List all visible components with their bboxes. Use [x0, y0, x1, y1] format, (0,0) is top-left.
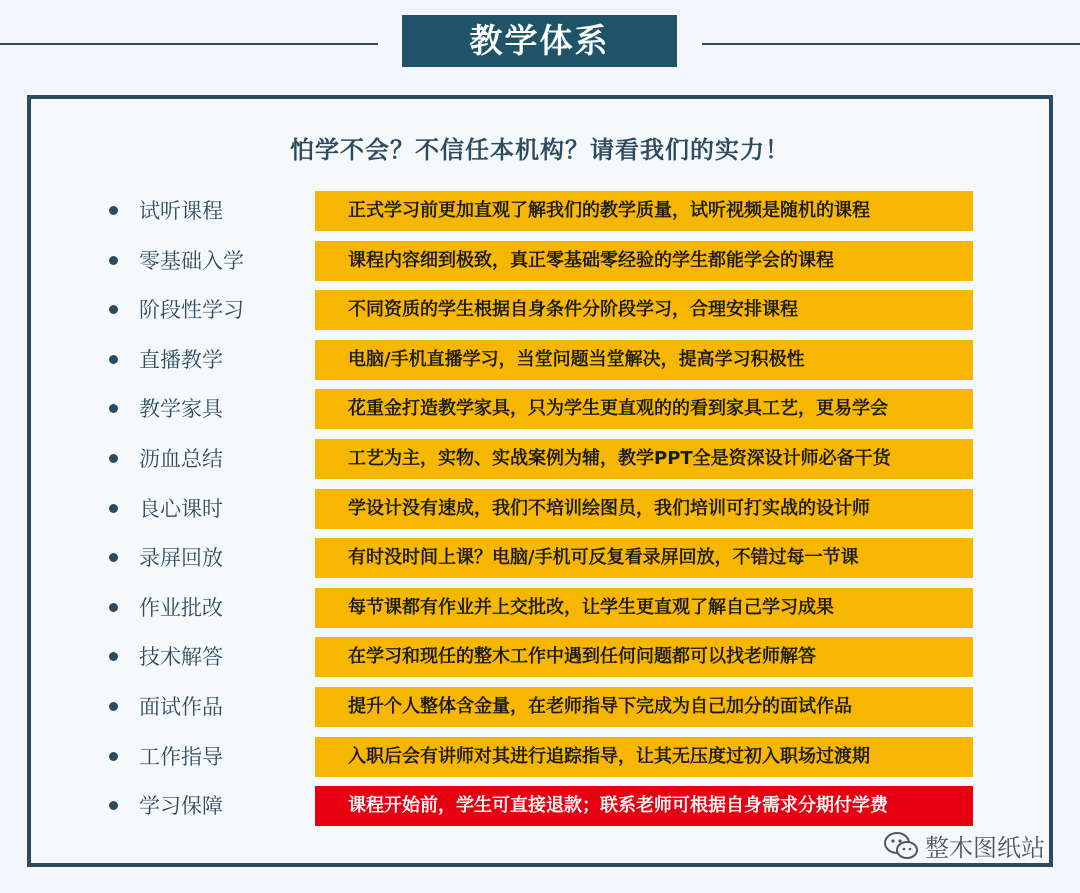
bullet-icon [109, 404, 118, 413]
list-item [0, 241, 1080, 281]
item-label: 教学家具 [139, 397, 223, 421]
item-label: 学习保障 [139, 794, 223, 818]
item-description: 课程开始前，学生可直接退款；联系老师可根据自身需求分期付学费 [315, 786, 973, 826]
bullet-icon [109, 801, 118, 810]
bullet-icon [109, 752, 118, 761]
list-item [0, 687, 1080, 727]
item-label: 试听课程 [139, 199, 223, 223]
watermark-text: 整木图纸站 [925, 834, 1045, 862]
list-item [0, 538, 1080, 578]
list-item [0, 489, 1080, 529]
item-label: 作业批改 [139, 596, 223, 620]
list-item [0, 290, 1080, 330]
header-divider-left [0, 43, 378, 45]
list-item [0, 737, 1080, 777]
watermark [883, 828, 1045, 863]
bullet-icon [109, 256, 118, 265]
item-description: 学设计没有速成，我们不培训绘图员，我们培训可打实战的设计师 [315, 489, 973, 529]
item-description: 有时没时间上课？电脑/手机可反复看录屏回放，不错过每一节课 [315, 538, 973, 578]
list-item [0, 439, 1080, 479]
list-item [0, 340, 1080, 380]
list-item [0, 389, 1080, 429]
subtitle: 怕学不会？不信任本机构？请看我们的实力！ [290, 136, 790, 164]
bullet-icon [109, 454, 118, 463]
list-item [0, 786, 1080, 826]
item-description: 正式学习前更加直观了解我们的教学质量，试听视频是随机的课程 [315, 191, 973, 231]
header-divider-right [702, 43, 1080, 45]
item-label: 沥血总结 [139, 447, 223, 471]
list-item [0, 191, 1080, 231]
item-label: 工作指导 [139, 745, 223, 769]
list-item [0, 637, 1080, 677]
item-label: 录屏回放 [139, 546, 223, 570]
page-title: 教学体系 [402, 15, 677, 67]
list-item [0, 588, 1080, 628]
item-label: 技术解答 [139, 645, 223, 669]
bullet-icon [109, 702, 118, 711]
bullet-icon [109, 305, 118, 314]
bullet-icon [109, 553, 118, 562]
item-label: 面试作品 [139, 695, 223, 719]
item-description: 电脑/手机直播学习，当堂问题当堂解决，提高学习积极性 [315, 340, 973, 380]
item-label: 零基础入学 [139, 249, 244, 273]
item-label: 阶段性学习 [139, 298, 244, 322]
item-description: 入职后会有讲师对其进行追踪指导，让其无压度过初入职场过渡期 [315, 737, 973, 777]
item-description: 每节课都有作业并上交批改，让学生更直观了解自己学习成果 [315, 588, 973, 628]
bullet-icon [109, 603, 118, 612]
wechat-icon [883, 831, 919, 861]
bullet-icon [109, 206, 118, 215]
item-description: 不同资质的学生根据自身条件分阶段学习，合理安排课程 [315, 290, 973, 330]
item-label: 直播教学 [139, 348, 223, 372]
bullet-icon [109, 355, 118, 364]
bullet-icon [109, 504, 118, 513]
item-description: 在学习和现任的整木工作中遇到任何问题都可以找老师解答 [315, 637, 973, 677]
item-description: 提升个人整体含金量，在老师指导下完成为自己加分的面试作品 [315, 687, 973, 727]
item-label: 良心课时 [139, 497, 223, 521]
bullet-icon [109, 652, 118, 661]
item-description: 工艺为主，实物、实战案例为辅，教学PPT全是资深设计师必备干货 [315, 439, 973, 479]
item-description: 花重金打造教学家具，只为学生更直观的的看到家具工艺，更易学会 [315, 389, 973, 429]
item-description: 课程内容细到极致，真正零基础零经验的学生都能学会的课程 [315, 241, 973, 281]
